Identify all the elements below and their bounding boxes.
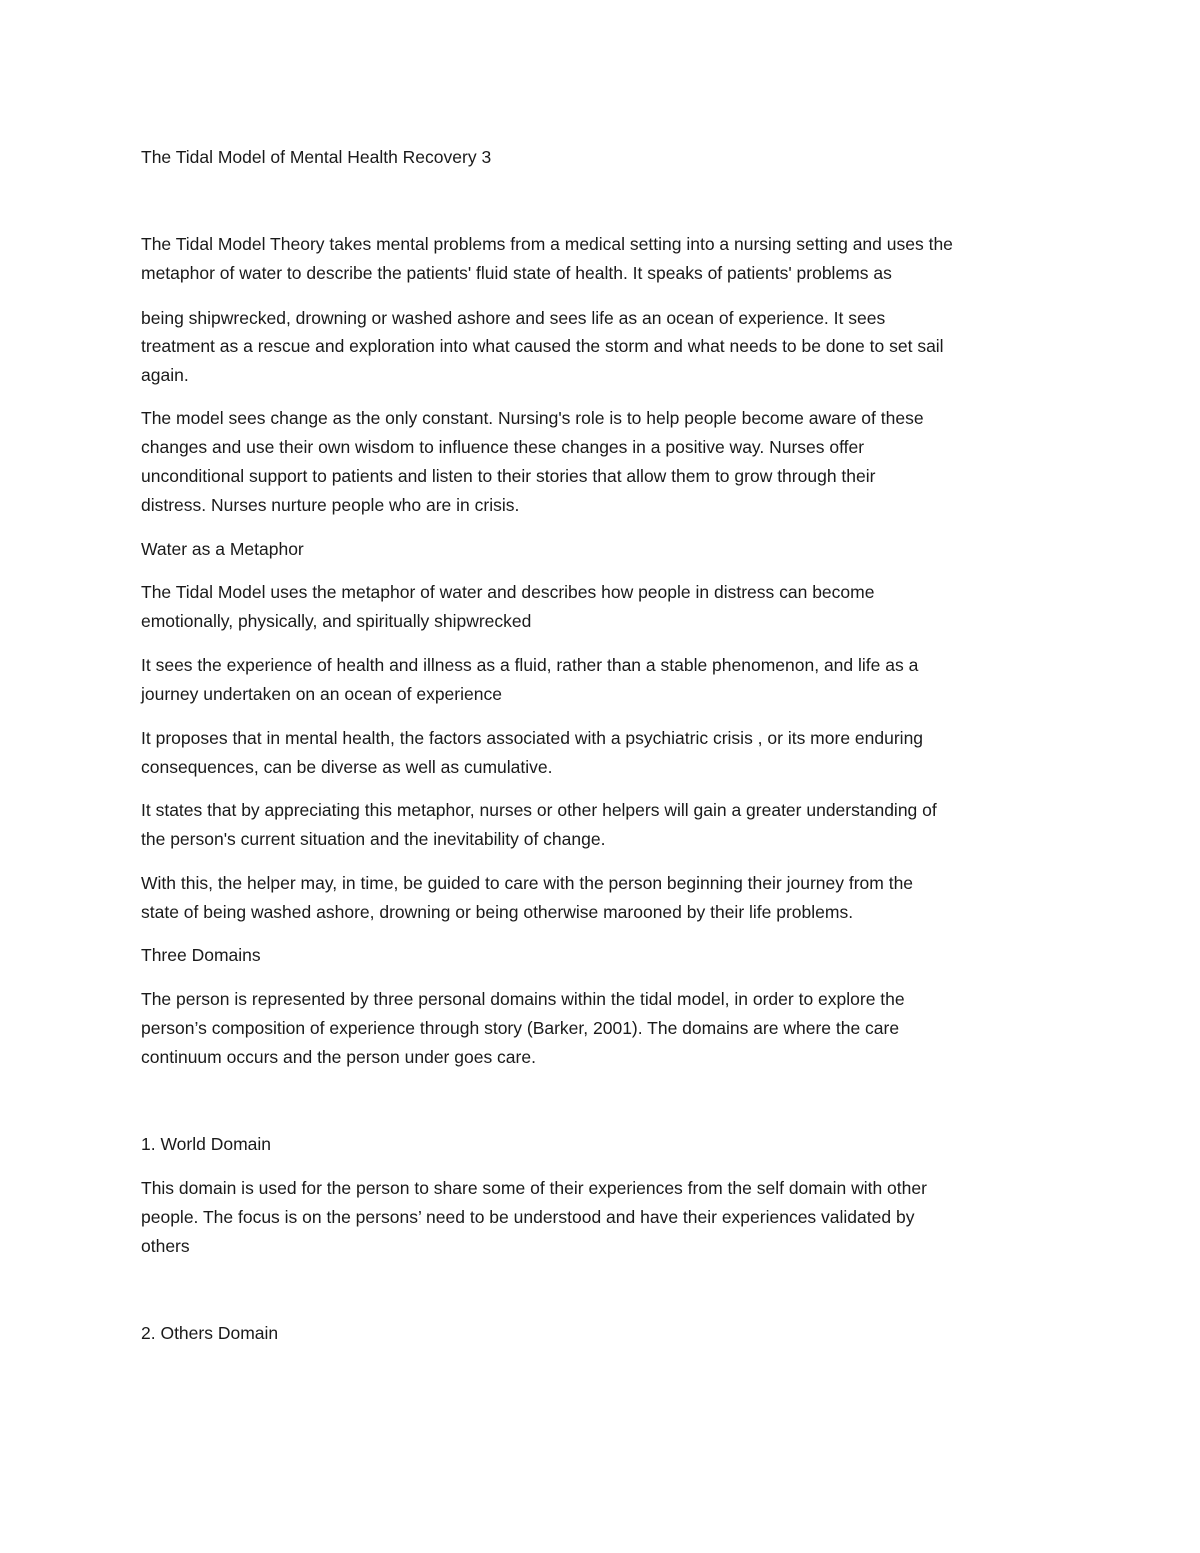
- text-line: distress. Nurses nurture people who are in crisis.: [141, 495, 520, 515]
- text-line: treatment as a rescue and exploration into what caused the storm and what needs to be done to set sail: [141, 336, 944, 356]
- text-line: The model sees change as the only constant. Nursing's role is to help people become aware of these: [141, 408, 924, 428]
- text-line: It states that by appreciating this metaphor, nurses or other helpers will gain a greater understanding of: [141, 800, 937, 820]
- section-heading-water: Water as a Metaphor: [141, 539, 304, 559]
- text-line: unconditional support to patients and listen to their stories that allow them to grow through their: [141, 466, 876, 486]
- section-heading-domains: Three Domains: [141, 945, 261, 965]
- text-line: person’s composition of experience through story (Barker, 2001). The domains are where the care: [141, 1018, 900, 1038]
- text-line: changes and use their own wisdom to influence these changes in a positive way. Nurses offer: [141, 437, 865, 457]
- section-heading-others-domain: 2. Others Domain: [141, 1323, 279, 1343]
- text-line: It sees the experience of health and illness as a fluid, rather than a stable phenomenon, and life as a: [141, 655, 919, 675]
- text-line: others: [141, 1236, 190, 1256]
- text-line: being shipwrecked, drowning or washed ashore and sees life as an ocean of experience. It sees: [141, 308, 886, 328]
- text-line: The Tidal Model uses the metaphor of water and describes how people in distress can become: [141, 582, 875, 602]
- text-line: With this, the helper may, in time, be guided to care with the person beginning their journey from the: [141, 873, 914, 893]
- text-line: the person's current situation and the inevitability of change.: [141, 829, 606, 849]
- section-heading-world-domain: 1. World Domain: [141, 1134, 272, 1154]
- text-line: emotionally, physically, and spiritually shipwrecked: [141, 611, 532, 631]
- text-line: This domain is used for the person to share some of their experiences from the self domain with other: [141, 1178, 927, 1198]
- text-line: The person is represented by three personal domains within the tidal model, in order to explore the: [141, 989, 905, 1009]
- running-header: The Tidal Model of Mental Health Recovery 3: [141, 147, 492, 167]
- text-line: metaphor of water to describe the patients' fluid state of health. It speaks of patients' problems as: [141, 263, 892, 283]
- text-line: again.: [141, 365, 189, 385]
- text-line: journey undertaken on an ocean of experience: [141, 684, 502, 704]
- text-line: consequences, can be diverse as well as cumulative.: [141, 757, 553, 777]
- text-line: It proposes that in mental health, the factors associated with a psychiatric crisis , or its more enduring: [141, 728, 924, 748]
- text-line: continuum occurs and the person under goes care.: [141, 1047, 536, 1067]
- text-line: The Tidal Model Theory takes mental problems from a medical setting into a nursing setting and uses the: [141, 234, 953, 254]
- text-line: people. The focus is on the persons’ need to be understood and have their experiences validated by: [141, 1207, 915, 1227]
- text-line: state of being washed ashore, drowning or being otherwise marooned by their life problems.: [141, 902, 854, 922]
